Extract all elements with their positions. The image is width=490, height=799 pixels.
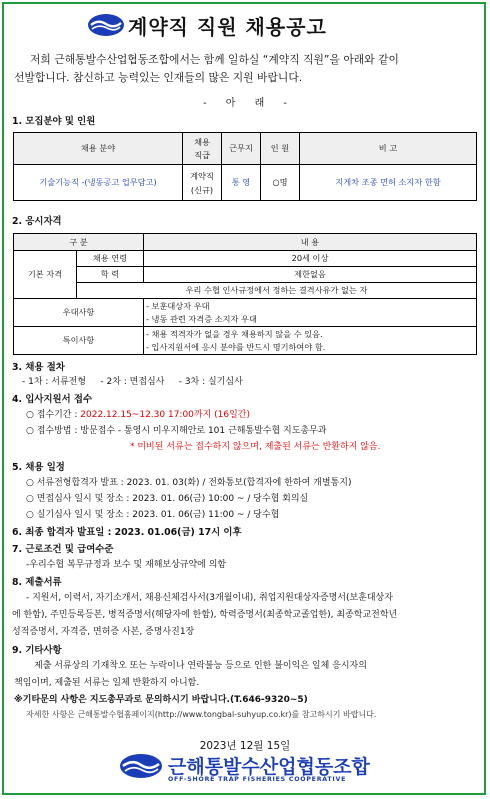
etc-line-3: ※기타문의 사항은 지도총무과로 문의하시기 바랍니다.(T.646-9320~5) xyxy=(14,695,308,705)
period-label: ○ 접수기간 : xyxy=(26,410,78,420)
section-3-heading: 3. 채용 절차 xyxy=(12,362,65,373)
schedule-line-3: ○ 실기심사 일시 및 장소 : 2023. 01. 06(금) 11:00 ~ / 당수협 xyxy=(26,510,280,520)
cooperative-logo-icon xyxy=(86,12,126,38)
docs-line-1: - 지원서, 이력서, 자기소개서, 채용신체검사서(3개월이내), 취업지원대상자증명서(보훈대상자 xyxy=(26,593,393,603)
section-4-period xyxy=(26,407,250,420)
qual-row-age xyxy=(14,251,477,267)
docs-line-3: 성적증명서, 자격증, 면허증 사본, 증명사진1장 xyxy=(12,627,195,637)
qual-basic-label: 기본 자격 xyxy=(14,251,77,299)
section-1-heading: 1. 모집분야 및 인원 xyxy=(12,116,96,127)
qual-special-content xyxy=(144,327,477,355)
qual-row-special xyxy=(14,327,477,355)
section-5-heading: 5. 채용 일정 xyxy=(12,462,65,473)
section-8-heading: 8. 제출서류 xyxy=(12,577,62,588)
cell-location: 통 영 xyxy=(222,165,261,201)
section-6-heading: 6. 최종 합격자 발표일 : 2023. 01.06(금) 17시 이후 xyxy=(12,527,242,538)
recruit-table xyxy=(13,132,477,201)
qualification-table xyxy=(13,233,477,355)
org-name-en: OFF-SHORE TRAP FISHERIES COOPERATIVE xyxy=(168,776,347,783)
recruit-table-header xyxy=(14,133,477,165)
page-title: 계약직 직원 채용공고 xyxy=(128,14,327,39)
qual-row-pref xyxy=(14,299,477,327)
cell-count: ○명 xyxy=(261,165,300,201)
header-location: 근무지 xyxy=(222,133,261,165)
pref-item-1: - 보훈대상자 우대 xyxy=(146,300,210,311)
header-count: 인 원 xyxy=(261,133,300,165)
qual-rule: 우리 수협 인사규정에서 정하는 결격사유가 없는 자 xyxy=(77,283,477,299)
qual-header-div: 구 분 xyxy=(14,234,144,251)
qual-edu-label: 학 력 xyxy=(77,267,144,283)
page-title-wrap xyxy=(128,10,327,40)
pref-item-2: - 냉동 관련 자격증 소지자 우대 xyxy=(146,313,257,324)
section-2-heading: 2. 응시자격 xyxy=(12,216,62,227)
qualification-header xyxy=(14,234,477,251)
qual-pref-content xyxy=(144,299,477,327)
section-7-line: -우리수협 복무규정과 보수 및 재해보상규약에 의함 xyxy=(26,560,227,570)
intro-line-1: 저희 근해통발수산업협동조합에서는 함께 일하실 “계약직 직원”을 아래와 같이 xyxy=(30,53,399,66)
docs-line-2: 에 한함), 주민등록등본, 병적증명서(해당자에 한함), 학력증명서(최종학교졸업한), 최종학교전학년 xyxy=(12,610,398,620)
schedule-line-2: ○ 면접심사 일시 및 장소 : 2023. 01. 06(금) 10:00 ~ / 당수협 회의실 xyxy=(26,494,309,504)
below-marker: - 아 래 - xyxy=(202,98,288,109)
cell-type-l1: 계약직 xyxy=(190,170,214,181)
section-7-heading: 7. 근로조건 및 급여수준 xyxy=(12,544,114,555)
qual-age-value: 20세 이상 xyxy=(144,251,477,267)
section-3-steps: - 1차 : 서류전형 - 2차 : 면접심사 - 3차 : 실기심사 xyxy=(22,377,243,387)
schedule-line-1: ○ 서류전형합격자 발표 : 2023. 01. 03(화) / 전화통보(합격자에 한하여 개별통지) xyxy=(26,478,352,488)
etc-line-1: 제출 서류상의 기재착오 또는 누락이나 연락불능 등으로 인한 불이익은 일체 응시자의 xyxy=(34,661,367,671)
announcement-date: 2023년 12월 15일 xyxy=(199,740,291,752)
header-remark: 비 고 xyxy=(300,133,477,165)
cell-type xyxy=(183,165,222,201)
qual-age-label: 채용 연령 xyxy=(77,251,144,267)
recruit-table-row xyxy=(14,165,477,201)
header-type-l1: 채용 xyxy=(194,136,210,147)
qual-edu-value: 제한없음 xyxy=(144,267,477,283)
intro-paragraph xyxy=(14,51,480,87)
header-field: 채용 분야 xyxy=(14,133,183,165)
section-9-heading: 9. 기타사항 xyxy=(12,645,62,656)
qual-row-rule xyxy=(14,283,477,299)
etc-line-2: 책임이며, 제출된 서류는 일체 반환하지 아니함. xyxy=(14,678,200,688)
cell-type-l2: (신규) xyxy=(190,184,214,195)
cell-field: 기술기능직 -(냉동공고 업무담고) xyxy=(14,165,183,201)
qual-pref-label: 우대사항 xyxy=(14,299,144,327)
etc-line-4: 자세한 사항은 근해통발수협홈페이지(http://www.tongbal-suhyup.co.kr)를 참고하시기 바랍니다. xyxy=(26,710,377,719)
qual-header-content: 내 용 xyxy=(144,234,477,251)
org-name: 근해통발수산업협동조합 xyxy=(168,756,370,778)
special-item-2: - 입사지원서에 응시 분야를 반드시 명기하여야 함. xyxy=(146,341,326,352)
qual-row-edu xyxy=(14,267,477,283)
cell-remark: 지게차 조종 면허 소지자 한함 xyxy=(300,165,477,201)
period-value: 2022.12.15~12.30 17:00까지 (16일간) xyxy=(80,410,251,420)
intro-line-2: 선발합니다. 참신하고 능력있는 인재들의 많은 지원 바랍니다. xyxy=(14,71,303,84)
section-4-heading: 4. 입사지원서 접수 xyxy=(12,394,93,405)
special-item-1: - 채용 적격자가 없을 경우 채용하지 않을 수 있음. xyxy=(146,328,323,339)
header-type-l2: 직급 xyxy=(194,149,210,160)
section-4-warning: * 미비된 서류는 접수하지 않으며, 제출된 서류는 반환하지 않음. xyxy=(130,442,381,452)
header-type xyxy=(183,133,222,165)
footer-logo-icon xyxy=(118,752,164,780)
qual-special-label: 특이사항 xyxy=(14,327,144,355)
section-4-method: ○ 접수방법 : 방문접수 - 통영시 미우지해안로 101 근해통발수협 지도총무과 xyxy=(26,426,327,436)
